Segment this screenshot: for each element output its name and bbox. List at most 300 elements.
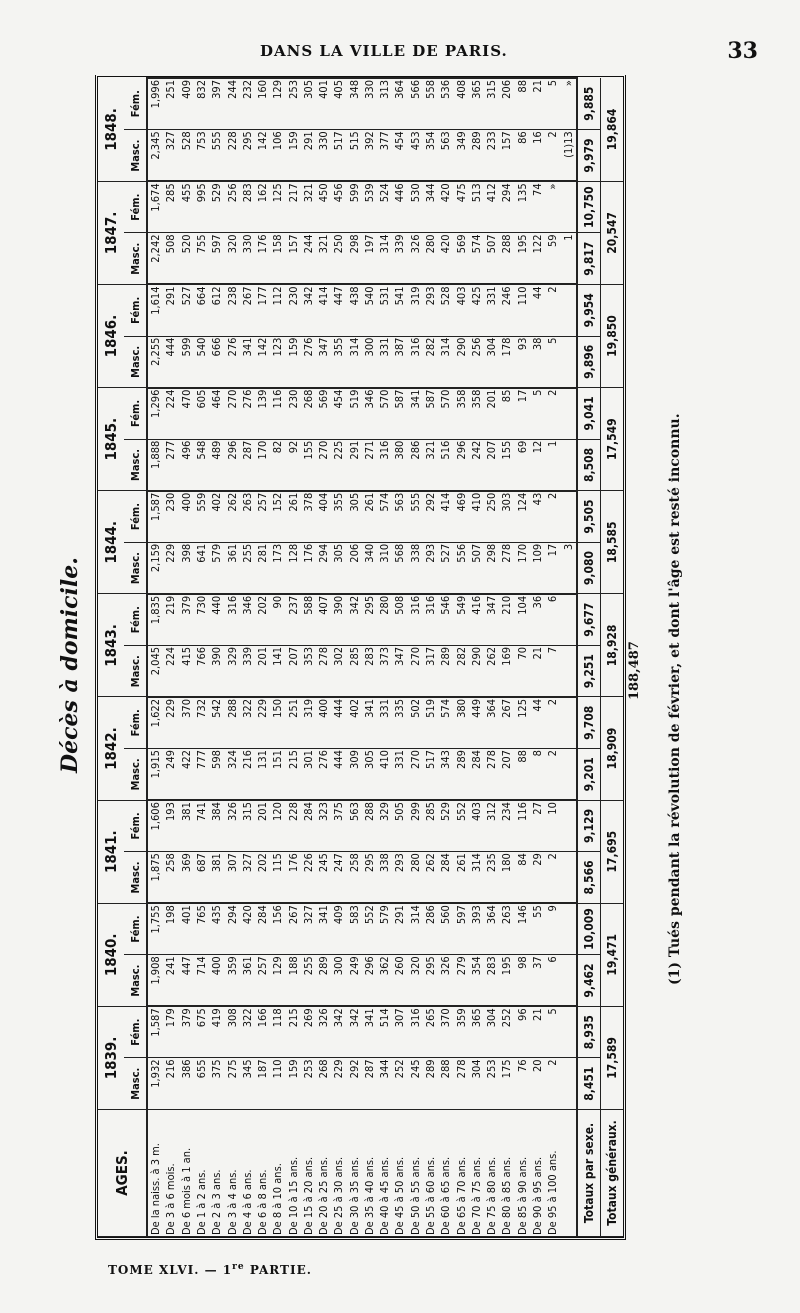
masc-cell: 170 xyxy=(255,439,270,491)
masc-header: Masc. xyxy=(124,749,147,801)
masc-cell: 257 xyxy=(255,955,270,1007)
masc-cell: 159 xyxy=(285,1058,300,1110)
masc-cell: 8 xyxy=(530,749,545,801)
masc-cell: 155 xyxy=(499,439,514,491)
masc-cell: 207 xyxy=(285,645,300,697)
masc-total: 9,979 xyxy=(577,130,601,182)
age-label: De 1 à 2 ans. xyxy=(194,1110,209,1237)
masc-total: 9,080 xyxy=(577,542,601,594)
masc-cell: 278 xyxy=(453,1058,468,1110)
masc-cell: 250 xyxy=(331,233,346,285)
fem-cell: 380 xyxy=(453,697,468,749)
fem-cell: 599 xyxy=(347,181,362,233)
fem-cell: 555 xyxy=(408,491,423,543)
fem-cell: 285 xyxy=(423,800,438,852)
masc-cell: 326 xyxy=(408,233,423,285)
fem-cell: 267 xyxy=(240,285,255,337)
fem-cell: 21 xyxy=(530,78,545,130)
fem-cell: 305 xyxy=(301,78,316,130)
masc-cell: 415 xyxy=(179,645,194,697)
fem-cell: 570 xyxy=(377,388,392,440)
fem-cell: 447 xyxy=(331,285,346,337)
fem-cell: 230 xyxy=(163,491,178,543)
masc-cell: 422 xyxy=(179,749,194,801)
masc-cell: 226 xyxy=(301,852,316,904)
table-row xyxy=(224,78,239,1237)
masc-cell: 280 xyxy=(408,852,423,904)
fem-cell: 414 xyxy=(316,285,331,337)
age-label: De 3 à 4 ans. xyxy=(224,1110,239,1237)
fem-cell: 587 xyxy=(423,388,438,440)
masc-cell: 655 xyxy=(194,1058,209,1110)
footnote: (1) Tués pendant la révolution de février, et dont l'âge est resté inconnu. xyxy=(667,413,683,985)
masc-cell: 527 xyxy=(438,542,453,594)
masc-cell: 330 xyxy=(240,233,255,285)
masc-total: 9,201 xyxy=(577,749,601,801)
masc-cell: 420 xyxy=(438,233,453,285)
age-label: De 65 à 70 ans. xyxy=(453,1110,468,1237)
masc-cell: 347 xyxy=(392,645,407,697)
fem-cell: 355 xyxy=(331,491,346,543)
fem-cell: 88 xyxy=(514,78,529,130)
masc-cell: 38 xyxy=(530,336,545,388)
masc-cell: 295 xyxy=(423,955,438,1007)
fem-cell: 341 xyxy=(316,903,331,955)
masc-cell: 309 xyxy=(347,749,362,801)
fem-cell: 43 xyxy=(530,491,545,543)
table-row xyxy=(545,78,560,1237)
fem-cell: 5 xyxy=(545,1006,560,1058)
masc-cell: 453 xyxy=(408,130,423,182)
age-label: De 10 à 15 ans. xyxy=(285,1110,300,1237)
masc-cell: 597 xyxy=(209,233,224,285)
masc-cell: 343 xyxy=(438,749,453,801)
fem-cell: 323 xyxy=(316,800,331,852)
masc-cell: 339 xyxy=(240,645,255,697)
fem-cell: 407 xyxy=(316,594,331,646)
fem-cell: 120 xyxy=(270,800,285,852)
masc-cell: 249 xyxy=(347,955,362,1007)
fem-cell: 364 xyxy=(484,903,499,955)
fem-cell: 146 xyxy=(514,903,529,955)
fem-cell: 294 xyxy=(224,903,239,955)
fem-cell: 124 xyxy=(514,491,529,543)
fem-cell: 1,996 xyxy=(147,78,163,130)
page-number: 33 xyxy=(727,38,758,64)
age-label: De 35 à 40 ans. xyxy=(362,1110,377,1237)
fem-cell: 409 xyxy=(331,903,346,955)
masc-cell: 289 xyxy=(316,955,331,1007)
masc-cell: 7 xyxy=(545,645,560,697)
fem-cell: 449 xyxy=(469,697,484,749)
masc-cell: 289 xyxy=(423,1058,438,1110)
section-title: Décès à domicile. xyxy=(57,557,83,773)
masc-cell: 180 xyxy=(499,852,514,904)
fem-cell: 540 xyxy=(362,285,377,337)
masc-cell: 255 xyxy=(240,542,255,594)
fem-header: Fém. xyxy=(124,78,147,130)
table-row xyxy=(270,78,285,1237)
fem-cell: 201 xyxy=(255,800,270,852)
masc-cell: 169 xyxy=(499,645,514,697)
masc-cell: 159 xyxy=(285,336,300,388)
masc-cell: 293 xyxy=(423,542,438,594)
masc-cell: 304 xyxy=(484,336,499,388)
fem-cell: 402 xyxy=(347,697,362,749)
masc-cell: 6 xyxy=(545,955,560,1007)
table-row xyxy=(163,78,178,1237)
masc-cell xyxy=(560,955,577,1007)
masc-header: Masc. xyxy=(124,336,147,388)
fem-cell: 402 xyxy=(209,491,224,543)
general-total: 18,909 xyxy=(601,697,624,800)
masc-header: Masc. xyxy=(124,645,147,697)
fem-cell: 284 xyxy=(301,800,316,852)
fem-total: 10,750 xyxy=(577,181,601,233)
fem-cell: 405 xyxy=(331,78,346,130)
masc-cell: 93 xyxy=(514,336,529,388)
fem-cell: 605 xyxy=(194,388,209,440)
table-row xyxy=(316,78,331,1237)
fem-cell: 329 xyxy=(377,800,392,852)
fem-cell: 315 xyxy=(484,78,499,130)
fem-cell: 519 xyxy=(347,388,362,440)
masc-cell: 276 xyxy=(301,336,316,388)
deaths-table-frame xyxy=(95,75,626,1240)
masc-cell: 454 xyxy=(392,130,407,182)
masc-cell: 20 xyxy=(530,1058,545,1110)
general-total: 17,549 xyxy=(601,388,624,491)
masc-cell: 295 xyxy=(362,852,377,904)
fem-cell: 348 xyxy=(347,78,362,130)
fem-cell: 397 xyxy=(209,78,224,130)
masc-cell: 207 xyxy=(499,749,514,801)
fem-cell: 574 xyxy=(438,697,453,749)
fem-cell: 502 xyxy=(408,697,423,749)
fem-cell: 179 xyxy=(163,1006,178,1058)
masc-cell: 291 xyxy=(347,439,362,491)
masc-cell: 282 xyxy=(423,336,438,388)
masc-cell: 268 xyxy=(316,1058,331,1110)
fem-cell: 152 xyxy=(270,491,285,543)
fem-cell: 5 xyxy=(545,78,560,130)
part-word: PARTIE. xyxy=(249,1263,312,1277)
fem-cell: 527 xyxy=(179,285,194,337)
fem-cell: 219 xyxy=(163,594,178,646)
masc-cell: 270 xyxy=(408,749,423,801)
masc-cell: 390 xyxy=(209,645,224,697)
year-header: 1844. xyxy=(98,491,124,594)
masc-cell: 304 xyxy=(469,1058,484,1110)
age-label: De 75 à 80 ans. xyxy=(484,1110,499,1237)
fem-cell: 244 xyxy=(224,78,239,130)
masc-cell: 131 xyxy=(255,749,270,801)
fem-cell: 342 xyxy=(331,1006,346,1058)
table-row xyxy=(392,78,407,1237)
masc-cell: 295 xyxy=(240,130,255,182)
fem-cell: 308 xyxy=(224,1006,239,1058)
table-row xyxy=(240,78,255,1237)
masc-cell: 326 xyxy=(438,955,453,1007)
masc-cell: 242 xyxy=(469,439,484,491)
masc-cell: 540 xyxy=(194,336,209,388)
fem-cell: 210 xyxy=(499,594,514,646)
fem-cell: 44 xyxy=(530,285,545,337)
fem-cell: 342 xyxy=(301,285,316,337)
year-header: 1841. xyxy=(98,800,124,903)
fem-cell: 364 xyxy=(392,78,407,130)
fem-cell: 17 xyxy=(514,388,529,440)
masc-cell: 349 xyxy=(453,130,468,182)
fem-cell: 514 xyxy=(377,1006,392,1058)
masc-cell: 178 xyxy=(499,336,514,388)
masc-cell: 110 xyxy=(270,1058,285,1110)
masc-cell: 170 xyxy=(514,542,529,594)
masc-cell: 548 xyxy=(194,439,209,491)
fem-cell: 528 xyxy=(438,285,453,337)
fem-cell: 330 xyxy=(362,78,377,130)
masc-cell: 1,888 xyxy=(147,439,163,491)
age-label: De 25 à 30 ans. xyxy=(331,1110,346,1237)
fem-cell: 529 xyxy=(209,181,224,233)
masc-cell: 296 xyxy=(362,955,377,1007)
masc-cell: 316 xyxy=(408,336,423,388)
masc-cell: 216 xyxy=(240,749,255,801)
fem-cell: 299 xyxy=(408,800,423,852)
masc-cell: 507 xyxy=(484,233,499,285)
masc-cell: 301 xyxy=(301,749,316,801)
fem-cell: 162 xyxy=(255,181,270,233)
fem-cell: 294 xyxy=(499,181,514,233)
masc-cell: 158 xyxy=(270,233,285,285)
masc-cell: 262 xyxy=(484,645,499,697)
grand-total: 188,487 xyxy=(627,641,642,700)
fem-cell: 358 xyxy=(469,388,484,440)
fem-cell: 118 xyxy=(270,1006,285,1058)
masc-cell: 195 xyxy=(499,955,514,1007)
fem-cell: 96 xyxy=(514,1006,529,1058)
fem-cell: 263 xyxy=(240,491,255,543)
masc-cell: 444 xyxy=(331,749,346,801)
fem-cell: 9 xyxy=(545,903,560,955)
fem-cell: 664 xyxy=(194,285,209,337)
fem-total: 9,885 xyxy=(577,78,601,130)
table-row xyxy=(255,78,270,1237)
fem-cell: 1,296 xyxy=(147,388,163,440)
masc-cell: 377 xyxy=(377,130,392,182)
masc-cell: 555 xyxy=(209,130,224,182)
fem-cell: 414 xyxy=(438,491,453,543)
year-header: 1847. xyxy=(98,181,124,284)
masc-total: 9,896 xyxy=(577,336,601,388)
fem-cell: 116 xyxy=(514,800,529,852)
fem-cell: 262 xyxy=(224,491,239,543)
masc-cell: 98 xyxy=(514,955,529,1007)
masc-cell: 329 xyxy=(224,645,239,697)
masc-cell: 69 xyxy=(514,439,529,491)
year-header: 1848. xyxy=(98,78,124,181)
fem-cell: 364 xyxy=(484,697,499,749)
fem-cell: 574 xyxy=(377,491,392,543)
masc-cell: 666 xyxy=(209,336,224,388)
fem-cell: 6 xyxy=(545,594,560,646)
fem-cell: 305 xyxy=(347,491,362,543)
masc-cell: 215 xyxy=(285,749,300,801)
year-header: 1840. xyxy=(98,903,124,1006)
masc-cell: 59 xyxy=(545,233,560,285)
fem-cell: 505 xyxy=(392,800,407,852)
fem-cell: 1,755 xyxy=(147,903,163,955)
masc-cell: 641 xyxy=(194,542,209,594)
general-total: 17,589 xyxy=(601,1006,624,1109)
masc-cell: 324 xyxy=(224,749,239,801)
fem-cell: 456 xyxy=(331,181,346,233)
masc-cell: 298 xyxy=(484,542,499,594)
masc-cell: 347 xyxy=(316,336,331,388)
fem-cell: 470 xyxy=(179,388,194,440)
masc-cell: 314 xyxy=(347,336,362,388)
masc-cell: 508 xyxy=(163,233,178,285)
masc-cell: 229 xyxy=(331,1058,346,1110)
masc-cell: 288 xyxy=(438,1058,453,1110)
masc-cell: 517 xyxy=(331,130,346,182)
masc-cell: 300 xyxy=(362,336,377,388)
fem-cell: 261 xyxy=(362,491,377,543)
fem-cell: 238 xyxy=(224,285,239,337)
masc-cell: 753 xyxy=(194,130,209,182)
age-label xyxy=(560,1110,577,1237)
fem-cell: 579 xyxy=(377,903,392,955)
fem-cell: 346 xyxy=(362,388,377,440)
fem-cell: 85 xyxy=(499,388,514,440)
masc-cell: 714 xyxy=(194,955,209,1007)
fem-total: 8,935 xyxy=(577,1006,601,1058)
fem-cell: 230 xyxy=(285,285,300,337)
fem-cell: 201 xyxy=(484,388,499,440)
masc-cell: 387 xyxy=(392,336,407,388)
fem-cell: 401 xyxy=(316,78,331,130)
table-row xyxy=(438,78,453,1237)
fem-cell: 765 xyxy=(194,903,209,955)
masc-cell: 574 xyxy=(469,233,484,285)
fem-cell: 365 xyxy=(469,78,484,130)
masc-cell: 447 xyxy=(179,955,194,1007)
volume-label: TOME XLVI. xyxy=(108,1263,200,1277)
masc-cell: 281 xyxy=(255,542,270,594)
masc-cell: 314 xyxy=(438,336,453,388)
age-label: De 70 à 75 ans. xyxy=(469,1110,484,1237)
fem-cell: 44 xyxy=(530,697,545,749)
masc-cell: 241 xyxy=(163,955,178,1007)
year-header: 1843. xyxy=(98,594,124,697)
masc-total: 8,566 xyxy=(577,852,601,904)
general-total: 19,850 xyxy=(601,285,624,388)
fem-cell: 312 xyxy=(484,800,499,852)
masc-cell: 5 xyxy=(545,336,560,388)
masc-cell: 176 xyxy=(301,542,316,594)
masc-cell: 327 xyxy=(240,852,255,904)
fem-cell: 276 xyxy=(240,388,255,440)
age-label: De 30 à 35 ans. xyxy=(347,1110,362,1237)
masc-cell: 280 xyxy=(423,233,438,285)
fem-cell: 587 xyxy=(392,388,407,440)
fem-cell: 409 xyxy=(179,78,194,130)
fem-cell: 90 xyxy=(270,594,285,646)
fem-cell: 403 xyxy=(453,285,468,337)
masc-cell: 528 xyxy=(179,130,194,182)
masc-cell: 76 xyxy=(514,1058,529,1110)
masc-cell: 277 xyxy=(163,439,178,491)
masc-cell: 206 xyxy=(347,542,362,594)
fem-cell: 269 xyxy=(301,1006,316,1058)
fem-cell: 563 xyxy=(392,491,407,543)
page-footer xyxy=(108,1262,312,1277)
masc-cell: 316 xyxy=(377,439,392,491)
fem-cell: 251 xyxy=(163,78,178,130)
fem-cell: 400 xyxy=(316,697,331,749)
fem-cell: 292 xyxy=(423,491,438,543)
masc-cell: 520 xyxy=(179,233,194,285)
fem-cell: 419 xyxy=(209,1006,224,1058)
masc-cell: 82 xyxy=(270,439,285,491)
masc-cell: 489 xyxy=(209,439,224,491)
masc-total: 8,508 xyxy=(577,439,601,491)
table-row xyxy=(423,78,438,1237)
fem-cell: 416 xyxy=(469,594,484,646)
fem-cell: 139 xyxy=(255,388,270,440)
masc-cell: 255 xyxy=(301,955,316,1007)
masc-cell: 289 xyxy=(438,645,453,697)
fem-cell: 307 xyxy=(392,1006,407,1058)
masc-cell: 275 xyxy=(224,1058,239,1110)
fem-cell: 331 xyxy=(484,285,499,337)
age-label: De 95 à 100 ans. xyxy=(545,1110,560,1237)
general-total: 19,471 xyxy=(601,903,624,1006)
fem-total: 9,041 xyxy=(577,388,601,440)
masc-cell: 253 xyxy=(301,1058,316,1110)
masc-cell: 2 xyxy=(545,749,560,801)
masc-cell: 253 xyxy=(484,1058,499,1110)
masc-cell: 321 xyxy=(316,233,331,285)
fem-cell: 513 xyxy=(469,181,484,233)
fem-cell: 341 xyxy=(362,1006,377,1058)
fem-cell: 365 xyxy=(469,1006,484,1058)
year-header: 1845. xyxy=(98,388,124,491)
age-label: De 40 à 45 ans. xyxy=(377,1110,392,1237)
fem-cell: 446 xyxy=(392,181,407,233)
masc-cell: 290 xyxy=(469,645,484,697)
masc-cell: 1 xyxy=(545,439,560,491)
fem-cell: 995 xyxy=(194,181,209,233)
fem-cell: 116 xyxy=(270,388,285,440)
masc-cell: 1,875 xyxy=(147,852,163,904)
general-total: 17,695 xyxy=(601,800,624,903)
masc-cell: 122 xyxy=(530,233,545,285)
fem-cell: 129 xyxy=(270,78,285,130)
masc-cell: 381 xyxy=(209,852,224,904)
fem-cell: 444 xyxy=(331,697,346,749)
fem-cell: 291 xyxy=(392,903,407,955)
masc-cell: 2 xyxy=(545,852,560,904)
fem-cell: 1,835 xyxy=(147,594,163,646)
masc-cell: 314 xyxy=(377,233,392,285)
masc-cell: 341 xyxy=(240,336,255,388)
fem-cell: 261 xyxy=(285,491,300,543)
fem-cell: 454 xyxy=(331,388,346,440)
masc-cell: 755 xyxy=(194,233,209,285)
fem-cell: 267 xyxy=(499,697,514,749)
fem-cell: 206 xyxy=(499,78,514,130)
